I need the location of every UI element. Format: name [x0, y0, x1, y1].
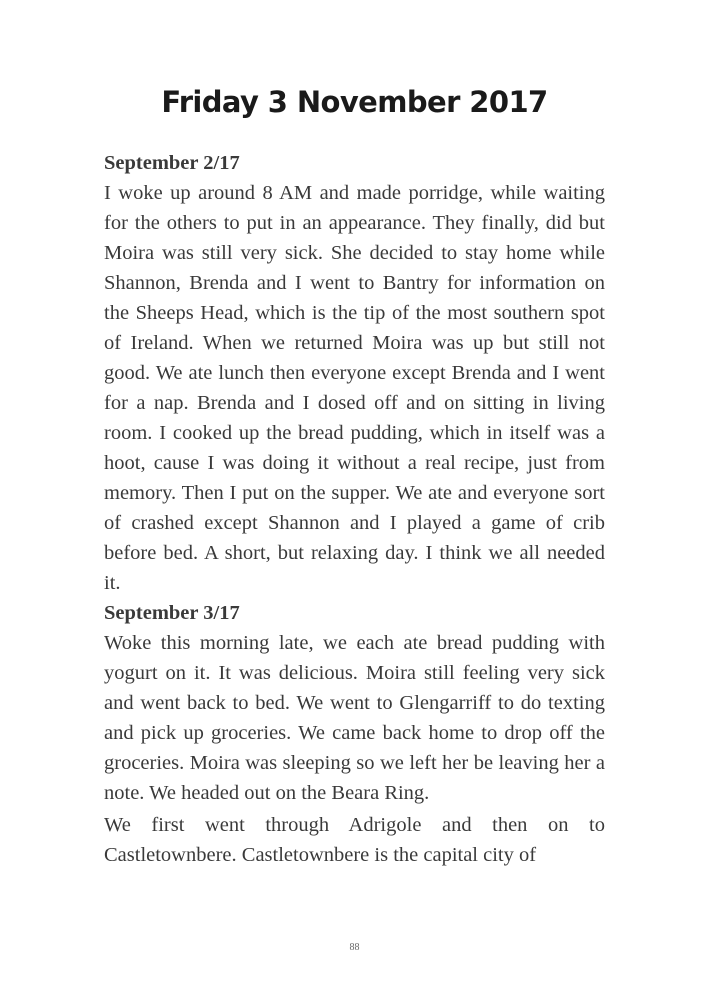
page-title: Friday 3 November 2017 [161, 85, 548, 119]
entry-date: September 2/17 [104, 152, 240, 174]
entry-paragraph: Woke this morning late, we each ate bread pudding with yogurt on it. It was delicious. Moira still feeling very sick and went back to bed. We went to Glengarriff to do texting and pick up groceries. We came back home to drop off the groceries. Moira was sleeping so we left her be leaving her a note. We headed out on the Beara Ring. [104, 632, 605, 804]
entry-paragraph: We first went through Adrigole and then on to Castletownbere. Castletownbere is the capital city of [104, 814, 605, 866]
entry-paragraph: I woke up around 8 AM and made porridge, while waiting for the others to put in an appearance. They finally, did but Moira was still very sick. She decided to stay home while Shannon, Brenda and I went to Bantry for information on the Sheeps Head, which is the tip of the most southern spot of Ireland. When we returned Moira was up but still not good. We ate lunch then everyone except Brenda and I went for a nap. Brenda and I dosed off and on sitting in living room. I cooked up the bread pudding, which in itself was a hoot, cause I was doing it without a real recipe, just from memory. Then I put on the supper. We ate and everyone sort of crashed except Shannon and I played a game of crib before bed. A short, but relaxing day. I think we all needed it. [104, 182, 605, 594]
entry-date: September 3/17 [104, 602, 240, 624]
page-number: 88 [349, 942, 360, 953]
journal-body [104, 148, 605, 870]
